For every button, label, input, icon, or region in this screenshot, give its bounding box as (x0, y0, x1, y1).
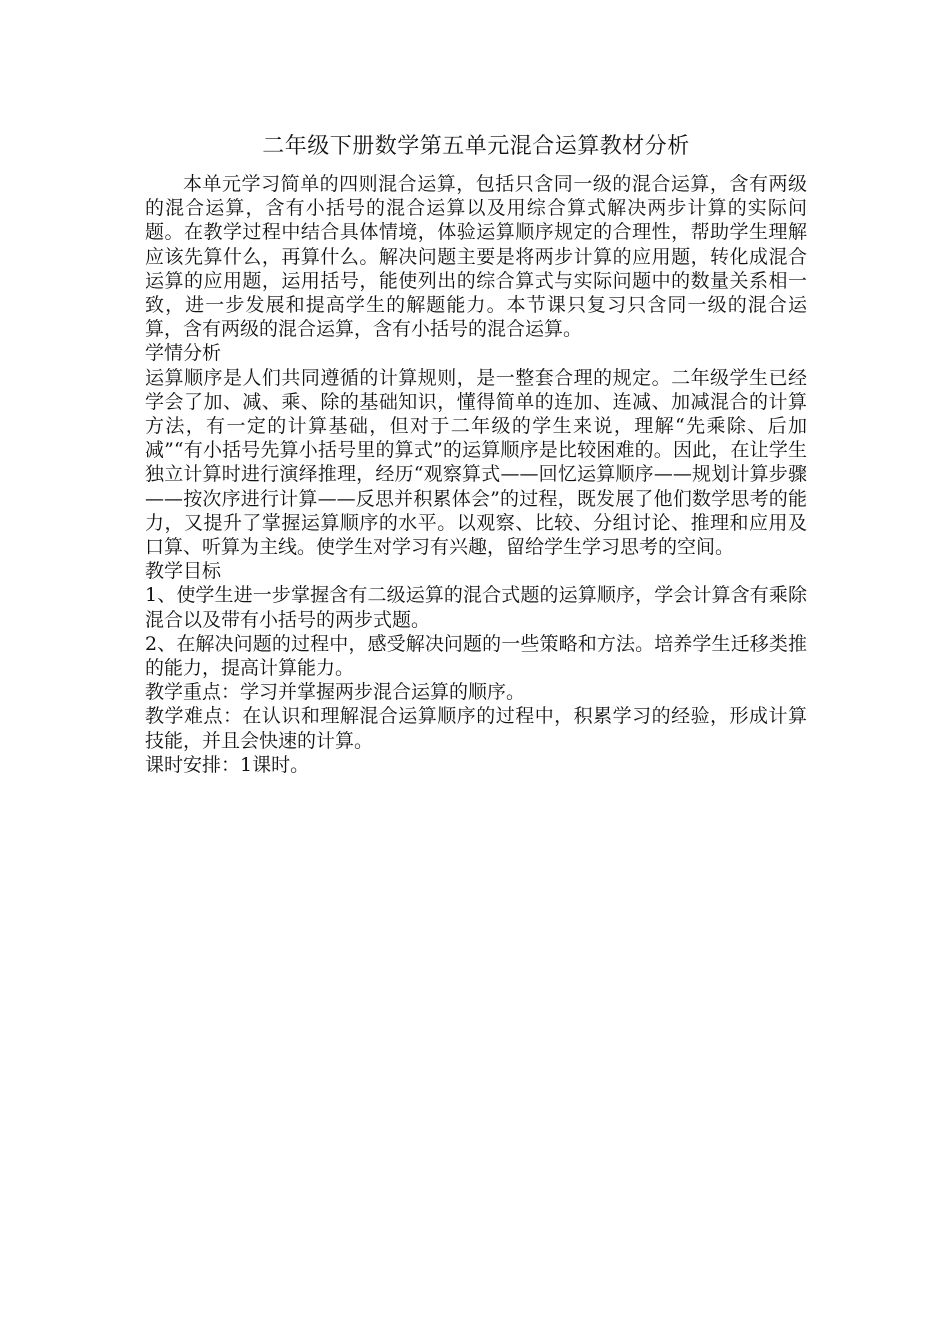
objective-2: 2、在解决问题的过程中，感受解决问题的一些策略和方法。培养学生迁移类推的能力，提高计算能力。 (145, 632, 807, 680)
difficulty: 教学难点：在认识和理解混合运算顺序的过程中，积累学习的经验，形成计算技能，并且会快速的计算。 (145, 705, 807, 752)
document-body (145, 132, 807, 777)
key-point: 教学重点：学习并掌握两步混合运算的顺序。 (145, 681, 526, 704)
schedule: 课时安排：1课时。 (145, 753, 310, 776)
document-title: 二年级下册数学第五单元混合运算教材分析 (262, 134, 690, 159)
student-analysis-paragraph: 运算顺序是人们共同遵循的计算规则，是一整套合理的规定。二年级学生已经学会了加、减、乘、除的基础知识，懂得简单的连加、连减、加减混合的计算方法，有一定的计算基础，但对于二年级的学生来说，理解“先乘除、后加减”“有小括号先算小括号里的算式”的运算顺序是比较困难的。因此，在让学生独立计算时进行演绎推理，经历“观察算式——回忆运算顺序——规划计算步骤——按次序进行计算——反思并积累体会”的过程，既发展了他们数学思考的能力，又提升了掌握运算顺序的水平。以观察、比较、分组讨论、推理和应用及口算、听算为主线。使学生对学习有兴趣，留给学生学习思考的空间。 (145, 366, 807, 559)
objective-1: 1、使学生进一步掌握含有二级运算的混合式题的运算顺序，学会计算含有乘除混合以及带有小括号的两步式题。 (145, 584, 807, 631)
student-analysis-heading: 学情分析 (145, 342, 222, 365)
objectives-heading: 教学目标 (145, 560, 222, 583)
intro-paragraph: 本单元学习简单的四则混合运算，包括只含同一级的混合运算，含有两级的混合运算，含有小括号的混合运算以及用综合算式解决两步计算的实际问题。在教学过程中结合具体情境，体验运算顺序规定的合理性，帮助学生理解应该先算什么，再算什么。解决问题主要是将两步计算的应用题，转化成混合运算的应用题，运用括号，能使列出的综合算式与实际问题中的数量关系相一致，进一步发展和提高学生的解题能力。本节课只复习只含同一级的混合运算，含有两级的混合运算，含有小括号的混合运算。 (145, 173, 807, 341)
